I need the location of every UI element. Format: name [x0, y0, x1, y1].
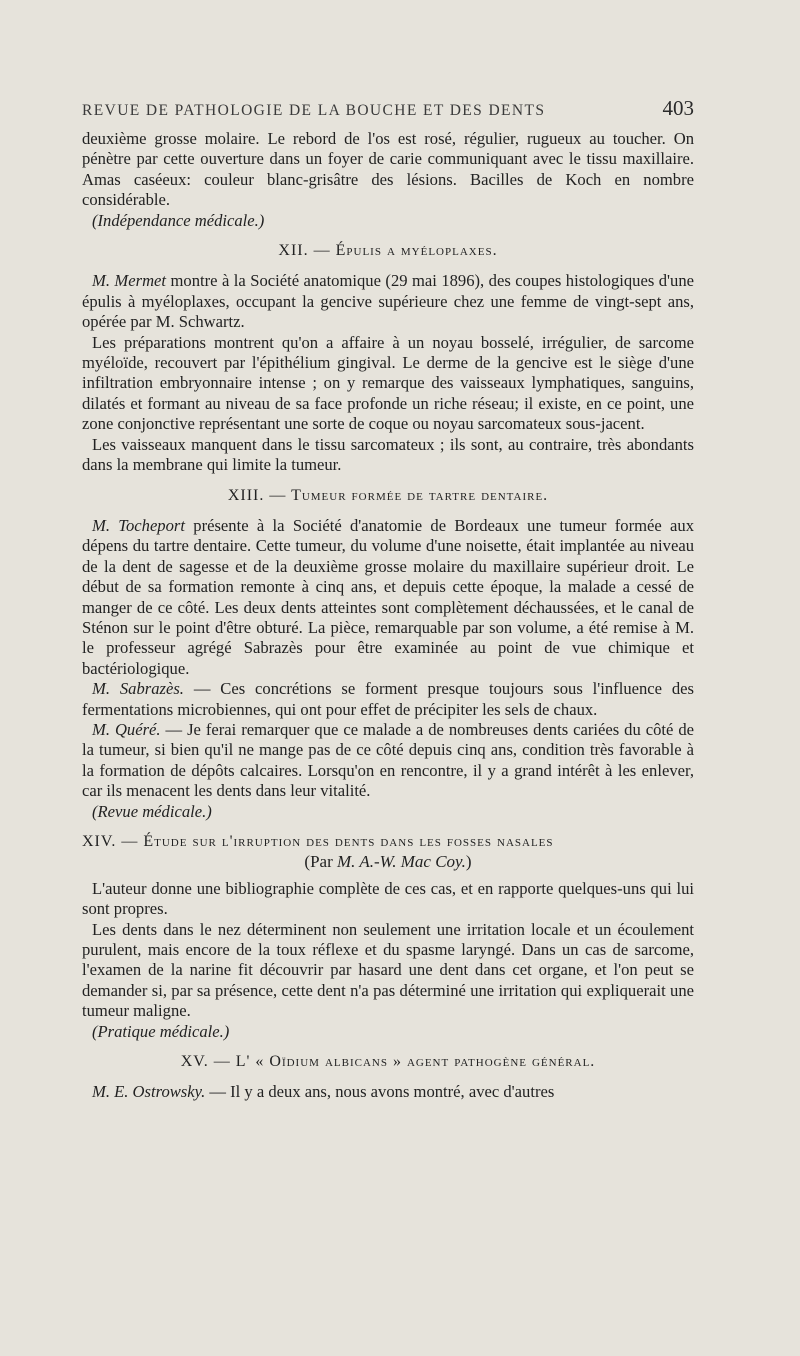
- author-name: M. E. Ostrowsky.: [92, 1082, 206, 1102]
- author-name: M. Sabrazès.: [92, 679, 184, 699]
- author-name: M. Quéré.: [92, 719, 161, 739]
- author-name: M. Tocheport: [92, 515, 185, 535]
- paragraph: Les dents dans le nez déterminent non seulement une irritation locale et un écoulement purulent, mais encore de la toux réflexe et du spasme laryngé. Dans un cas de sarcome, l'examen de la narine fit découvrir par hasard une dent dans cet organe, et l'on peut se demander si, par sa présence, cette dent n'a pas déterminé une irritation qui expliquerait une tumeur maligne.: [82, 919, 694, 1021]
- source-citation: (Pratique médicale.): [92, 1021, 230, 1041]
- source-citation: (Indépendance médicale.): [92, 210, 265, 230]
- source-citation: (Revue médicale.): [92, 801, 212, 821]
- paragraph: M. Sabrazès. — Ces concrétions se forment presque toujours sous l'influence des fermentations microbiennes, qui ont pour effet de précipiter les sels de chaux.: [82, 679, 695, 719]
- section-heading-xii: XII. — Épulis a myéloplaxes.: [278, 242, 498, 260]
- page-number: 403: [662, 96, 694, 120]
- author-name: M. Mermet: [92, 271, 167, 291]
- paragraph: M. Quéré. — Je ferai remarquer que ce malade a de nombreuses dents cariées du côté de la tumeur, si bien qu'il ne mange pas de ce côté depuis cinq ans, condition très favorable à la formation de dépôts calcaires. Lorsqu'on en rencontre, il y a grand intérêt à les enlever, car ils menacent les dents dans leur vitalité.: [82, 719, 694, 801]
- section-heading-xiii: XIII. — Tumeur formée de tartre dentaire.: [227, 486, 549, 504]
- paragraph: deuxième grosse molaire. Le rebord de l'os est rosé, régulier, rugueux au toucher. On pénètre par cette ouverture dans un foyer de carie communiquant avec le tissu maxillaire. Amas caséeux: couleur blanc-grisâtre des lésions. Bacilles de Koch en nombre considérable.: [82, 129, 694, 210]
- section-heading-xv: XV. — L' « Oïdium albicans » agent pathogène général.: [180, 1053, 596, 1071]
- paragraph: L'auteur donne une bibliographie complète de ces cas, et en rapporte quelques-uns qui lui sont propres.: [82, 878, 694, 919]
- paragraph: M. Tocheport présente à la Société d'anatomie de Bordeaux une tumeur formée aux dépens du tartre dentaire. Cette tumeur, du volume d'une noisette, était implantée au niveau de la dent de sagesse et de la deuxième grosse molaire du maxillaire supérieur droit. Le début de sa formation remonte à cinq ans, et depuis cette époque, la malade a cessé de manger de ce côté. Les deux dents atteintes sont complètement déchaussées, et le canal de Sténon sur le point d'être obturé. La pièce, remarquable par son volume, a été remise à M. le professeur agrégé Sabrazès pour être examinée au point de vue chimique et bactériologique.: [82, 515, 695, 678]
- section-heading-xiv: XIV. — Étude sur l'irruption des dents dans les fosses nasales: [82, 833, 554, 850]
- body-text: [82, 129, 694, 1103]
- page-header: [82, 96, 694, 121]
- section-subheading: (Par M. A.-W. Mac Coy.): [304, 852, 472, 872]
- paragraph: M. E. Ostrowsky. — Il y a deux ans, nous avons montré, avec d'autres: [92, 1082, 555, 1102]
- running-title: REVUE DE PATHOLOGIE DE LA BOUCHE ET DES DENTS: [82, 102, 546, 119]
- paragraph: Les vaisseaux manquent dans le tissu sarcomateux ; ils sont, au contraire, très abondants dans la membrane qui limite la tumeur.: [82, 434, 694, 475]
- author-name: M. A.-W. Mac Coy.: [337, 852, 466, 872]
- paragraph: M. Mermet montre à la Société anatomique (29 mai 1896), des coupes histologiques d'une épulis à myéloplaxes, occupant la gencive supérieure chez une femme de vingt-sept ans, opérée par M. Schwartz.: [82, 271, 694, 332]
- paragraph: Les préparations montrent qu'on a affaire à un noyau bosselé, irrégulier, de sarcome myéloïde, recouvert par l'épithélium gingival. Le derme de la gencive est le siège d'une infiltration embryonnaire intense ; on y remarque des vaisseaux lymphatiques, sanguins, dilatés et formant au niveau de sa face profonde un riche réseau; il existe, en ce point, une zone conjonctive représentant une sorte de coque ou noyau sarcomateux sous-jacent.: [82, 332, 694, 434]
